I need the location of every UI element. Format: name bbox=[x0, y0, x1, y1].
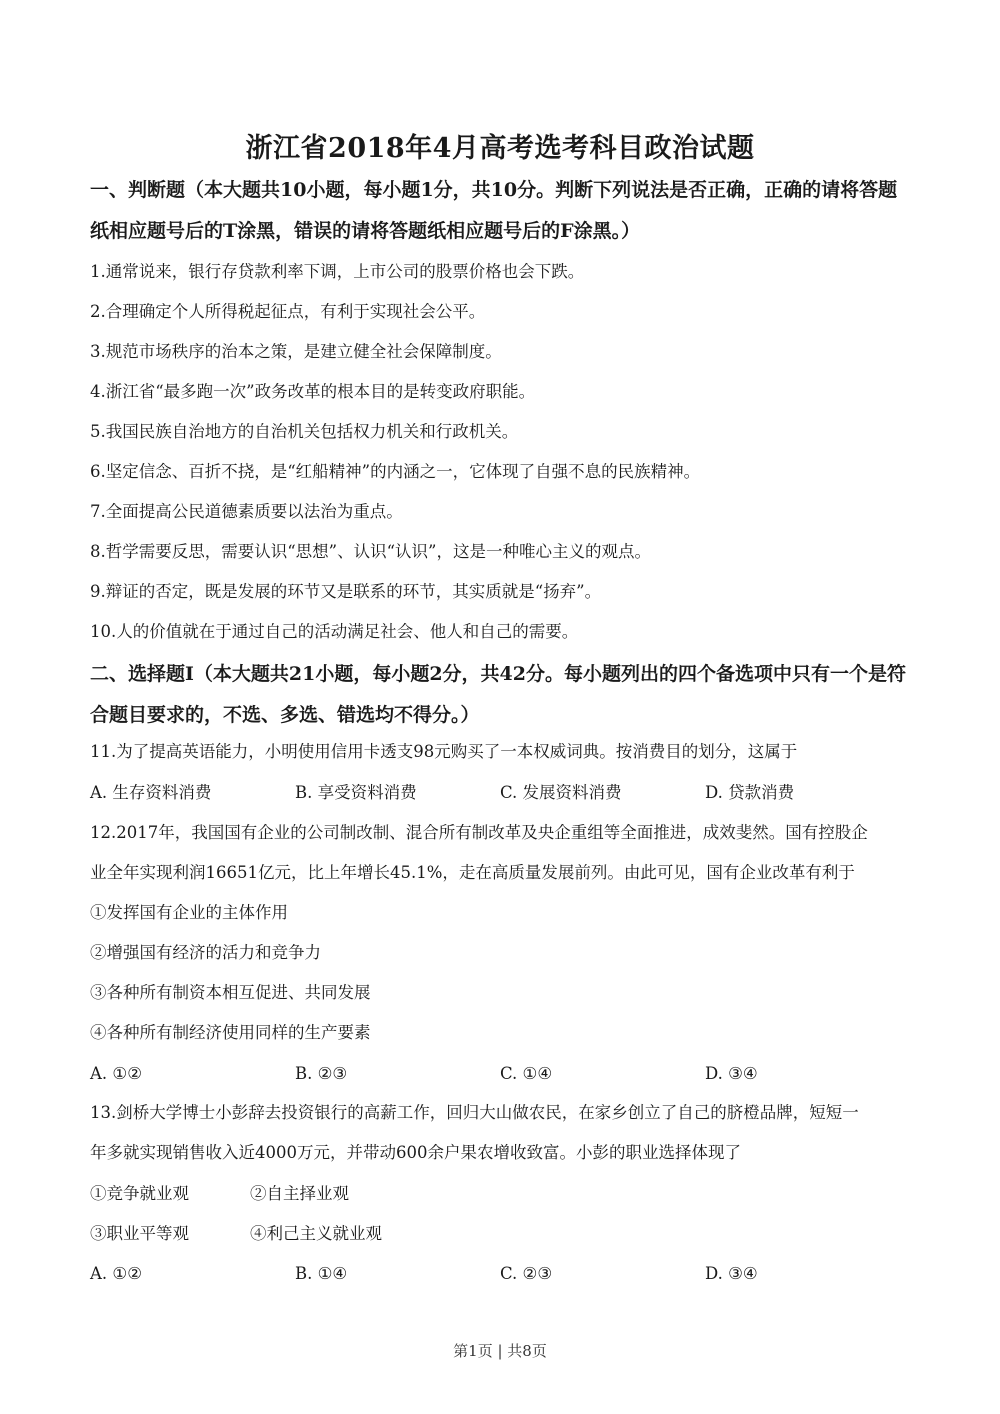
q12-option-d: D. ③④ bbox=[705, 1064, 758, 1083]
q13-choice-2: ②自主择业观 bbox=[250, 1184, 349, 1203]
q12-choice-1: ①发挥国有企业的主体作用 bbox=[90, 903, 288, 922]
judgement-item-5: 5.我国民族自治地方的自治机关包括权力机关和行政机关。 bbox=[90, 422, 519, 441]
judgement-item-10: 10.人的价值就在于通过自己的活动满足社会、他人和自己的需要。 bbox=[90, 622, 579, 641]
judgement-item-1: 1.通常说来，银行存贷款利率下调，上市公司的股票价格也会下跌。 bbox=[90, 262, 585, 281]
q12-option-b: B. ②③ bbox=[295, 1064, 348, 1083]
judgement-item-7: 7.全面提高公民道德素质要以法治为重点。 bbox=[90, 502, 403, 521]
q12-choice-2: ②增强国有经济的活力和竞争力 bbox=[90, 943, 321, 962]
q12-option-c: C. ①④ bbox=[500, 1064, 553, 1083]
q12-option-a: A. ①② bbox=[90, 1064, 142, 1083]
judgement-item-2: 2.合理确定个人所得税起征点，有利于实现社会公平。 bbox=[90, 302, 486, 321]
q12-choice-3: ③各种所有制资本相互促进、共同发展 bbox=[90, 983, 371, 1002]
q13-choice-1: ①竞争就业观 bbox=[90, 1184, 189, 1203]
q12-choice-4: ④各种所有制经济使用同样的生产要素 bbox=[90, 1023, 371, 1042]
q11-option-a: A. 生存资料消费 bbox=[90, 783, 212, 802]
q13-option-c: C. ②③ bbox=[500, 1264, 553, 1283]
judgement-item-3: 3.规范市场秩序的治本之策，是建立健全社会保障制度。 bbox=[90, 342, 502, 361]
judgement-item-6: 6.坚定信念、百折不挠，是“红船精神”的内涵之一，它体现了自强不息的民族精神。 bbox=[90, 462, 701, 481]
judgement-item-9: 9.辩证的否定，既是发展的环节又是联系的环节，其实质就是“扬弃”。 bbox=[90, 582, 602, 601]
q13-stem-line2: 年多就实现销售收入近4000万元，并带动600余户果农增收致富。小彭的职业选择体现了 bbox=[90, 1143, 741, 1162]
q11-option-c: C. 发展资料消费 bbox=[500, 783, 622, 802]
exam-title: 浙江省2018年4月高考选考科目政治试题 bbox=[245, 133, 755, 164]
q13-stem-line1: 13.剑桥大学博士小彭辞去投资银行的高薪工作，回归大山做农民，在家乡创立了自己的脐橙品牌，短短一 bbox=[90, 1103, 859, 1122]
judgement-item-4: 4.浙江省“最多跑一次”政务改革的根本目的是转变政府职能。 bbox=[90, 382, 536, 401]
q11-option-d: D. 贷款消费 bbox=[705, 783, 795, 802]
q12-stem-line1: 12.2017年，我国国有企业的公司制改制、混合所有制改革及央企重组等全面推进，成效斐然。国有控股企 bbox=[90, 823, 868, 842]
q13-option-d: D. ③④ bbox=[705, 1264, 758, 1283]
q13-option-a: A. ①② bbox=[90, 1264, 142, 1283]
q11-option-b: B. 享受资料消费 bbox=[295, 783, 417, 802]
page-footer: 第1页 | 共8页 bbox=[453, 1342, 547, 1360]
judgement-item-8: 8.哲学需要反思，需要认识“思想”、认识“认识”，这是一种唯心主义的观点。 bbox=[90, 542, 651, 561]
section2-header: 二、选择题Ⅰ（本大题共21小题，每小题2分，共42分。每小题列出的四个备选项中只有一个是符合题目要求的，不选、多选、错选均不得分。） bbox=[90, 663, 906, 726]
section1-header: 一、判断题（本大题共10小题，每小题1分，共10分。判断下列说法是否正确，正确的请将答题纸相应题号后的T涂黑，错误的请将答题纸相应题号后的F涂黑。） bbox=[90, 179, 898, 242]
q11-stem: 11.为了提高英语能力，小明使用信用卡透支98元购买了一本权威词典。按消费目的划分，这属于 bbox=[90, 742, 798, 761]
q12-stem-line2: 业全年实现利润16651亿元，比上年增长45.1%，走在高质量发展前列。由此可见，国有企业改革有利于 bbox=[90, 863, 855, 882]
q13-option-b: B. ①④ bbox=[295, 1264, 348, 1283]
q13-choice-4: ④利己主义就业观 bbox=[250, 1224, 382, 1243]
q13-choice-3: ③职业平等观 bbox=[90, 1224, 189, 1243]
